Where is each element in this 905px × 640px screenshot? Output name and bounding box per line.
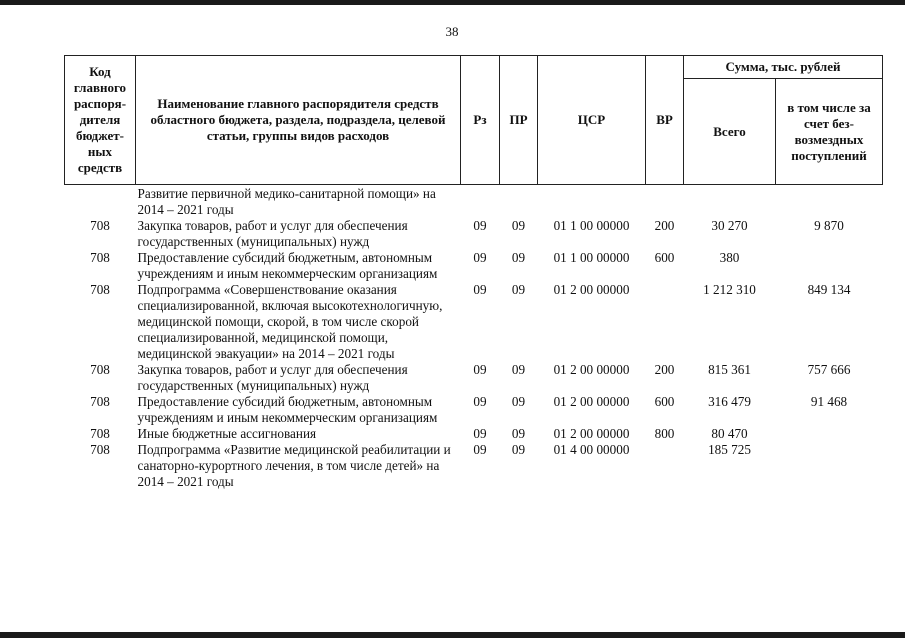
table-row bbox=[65, 218, 883, 250]
cell-rz: 09 bbox=[473, 362, 487, 377]
cell-code: 708 bbox=[90, 426, 110, 441]
cell-free bbox=[776, 185, 883, 219]
cell-pr: 09 bbox=[511, 442, 526, 457]
cell-pr: 09 bbox=[511, 250, 526, 265]
cell-pr: 09 bbox=[511, 362, 526, 377]
cell-code bbox=[65, 185, 136, 219]
cell-vr: 600 bbox=[654, 250, 675, 265]
cell-total: 380 bbox=[719, 250, 740, 265]
cell-csr: 01 2 00 00000 bbox=[553, 426, 630, 441]
header-free: в том числе за счет без-возмездных поступлений bbox=[776, 79, 883, 185]
table-row bbox=[65, 426, 883, 442]
cell-name: Закупка товаров, работ и услуг для обеспечения государственных (муниципальных) нужд bbox=[137, 362, 408, 393]
cell-rz: 09 bbox=[473, 282, 487, 297]
cell-csr: 01 2 00 00000 bbox=[553, 282, 630, 297]
cell-free bbox=[776, 442, 883, 490]
cell-code: 708 bbox=[90, 250, 110, 265]
table-row bbox=[65, 250, 883, 282]
cell-rz: 09 bbox=[473, 218, 487, 233]
cell-csr: 01 2 00 00000 bbox=[553, 362, 630, 377]
top-border-rule bbox=[0, 0, 905, 5]
header-vr: ВР bbox=[646, 56, 684, 185]
cell-vr: 800 bbox=[654, 426, 675, 441]
cell-rz: 09 bbox=[473, 442, 487, 457]
cell-code: 708 bbox=[90, 442, 110, 457]
cell-total bbox=[684, 185, 776, 219]
table-header bbox=[65, 56, 883, 185]
cell-name: Закупка товаров, работ и услуг для обеспечения государственных (муниципальных) нужд bbox=[137, 218, 408, 249]
header-name: Наименование главного распорядителя средств областного бюджета, раздела, подраздела, целевой статьи, группы видов расходов bbox=[136, 56, 461, 185]
cell-vr: 200 bbox=[654, 218, 675, 233]
cell-name: Предоставление субсидий бюджетным, автономным учреждениям и иным некоммерческим организациям bbox=[137, 394, 438, 425]
cell-rz bbox=[461, 185, 500, 219]
cell-rz: 09 bbox=[473, 394, 487, 409]
table-row bbox=[65, 185, 883, 219]
header-code: Код главного распоря-дителя бюджет-ных средств bbox=[65, 56, 136, 185]
table-row bbox=[65, 442, 883, 490]
cell-pr: 09 bbox=[511, 394, 526, 409]
table-body bbox=[65, 185, 883, 491]
cell-free: 9 870 bbox=[814, 218, 844, 233]
header-rz: Рз bbox=[461, 56, 500, 185]
cell-csr bbox=[538, 185, 646, 219]
table-row bbox=[65, 362, 883, 394]
cell-vr bbox=[646, 185, 684, 219]
cell-rz: 09 bbox=[473, 250, 487, 265]
cell-csr: 01 1 00 00000 bbox=[553, 250, 630, 265]
budget-table bbox=[64, 55, 883, 490]
cell-csr: 01 1 00 00000 bbox=[553, 218, 630, 233]
cell-pr: 09 bbox=[511, 426, 526, 441]
cell-free: 91 468 bbox=[810, 394, 848, 409]
cell-code: 708 bbox=[90, 218, 110, 233]
cell-free bbox=[776, 426, 883, 442]
table-row bbox=[65, 282, 883, 362]
cell-pr: 09 bbox=[511, 218, 526, 233]
cell-code: 708 bbox=[90, 282, 110, 297]
cell-pr bbox=[500, 185, 538, 219]
cell-total: 185 725 bbox=[708, 442, 751, 457]
cell-total: 30 270 bbox=[711, 218, 748, 233]
table-row bbox=[65, 394, 883, 426]
cell-pr: 09 bbox=[511, 282, 526, 297]
cell-vr: 200 bbox=[654, 362, 675, 377]
cell-csr: 01 2 00 00000 bbox=[553, 394, 630, 409]
cell-free: 849 134 bbox=[807, 282, 851, 297]
cell-name: Иные бюджетные ассигнования bbox=[137, 426, 317, 441]
header-sum: Сумма, тыс. рублей bbox=[684, 56, 883, 79]
cell-csr: 01 4 00 00000 bbox=[553, 442, 630, 457]
cell-name: Подпрограмма «Совершенствование оказания специализированной, включая высокотехнологичную, медицинской помощи, скорой, в том числе скорой специализированной, медицинской помощи, медицинской эвакуации» на 2014 – 2021 годы bbox=[137, 282, 443, 361]
cell-name: Предоставление субсидий бюджетным, автономным учреждениям и иным некоммерческим организациям bbox=[137, 250, 438, 281]
header-total: Всего bbox=[684, 79, 776, 185]
cell-rz: 09 bbox=[473, 426, 487, 441]
cell-vr bbox=[646, 282, 684, 362]
cell-total: 1 212 310 bbox=[703, 282, 756, 297]
header-pr: ПР bbox=[500, 56, 538, 185]
bottom-border-rule bbox=[0, 632, 905, 638]
cell-name: Подпрограмма «Развитие медицинской реабилитации и санаторно-курортного лечения, в том числе детей» на 2014 – 2021 годы bbox=[137, 442, 451, 489]
cell-free bbox=[776, 250, 883, 282]
header-csr: ЦСР bbox=[538, 56, 646, 185]
cell-name: Развитие первичной медико-санитарной помощи» на 2014 – 2021 годы bbox=[137, 186, 436, 217]
cell-code: 708 bbox=[90, 394, 110, 409]
cell-total: 80 470 bbox=[711, 426, 748, 441]
cell-total: 815 361 bbox=[708, 362, 751, 377]
cell-total: 316 479 bbox=[708, 394, 751, 409]
cell-code: 708 bbox=[90, 362, 110, 377]
cell-vr bbox=[646, 442, 684, 490]
page-number: 38 bbox=[445, 24, 459, 39]
cell-vr: 600 bbox=[654, 394, 675, 409]
cell-free: 757 666 bbox=[807, 362, 851, 377]
